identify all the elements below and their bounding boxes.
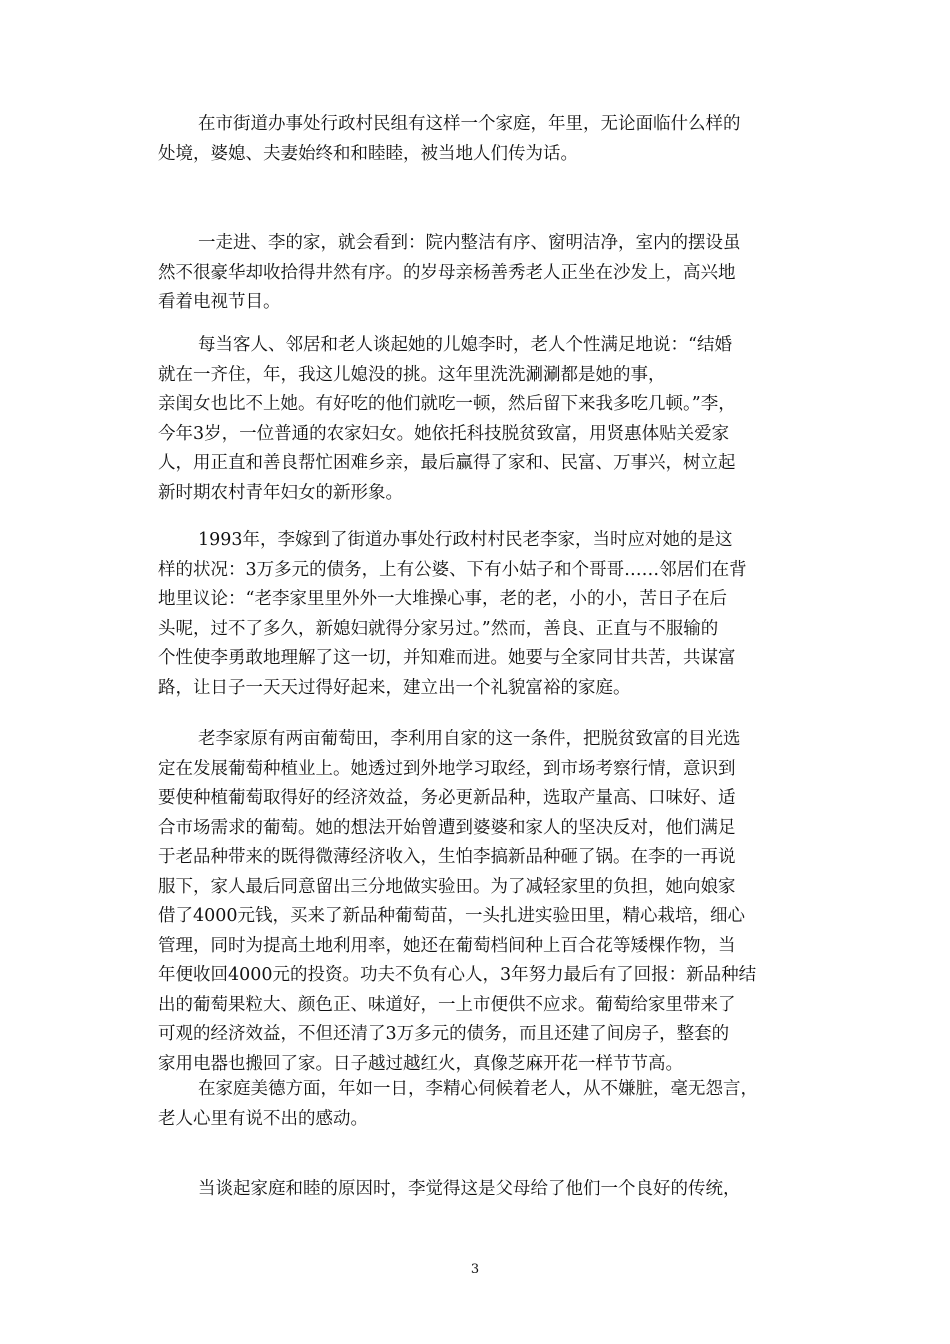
text-line: 处境，婆媳、夫妻始终和和睦睦，被当地人们传为话。	[158, 143, 578, 164]
text-line: 新时期农村青年妇女的新形象。	[158, 482, 403, 503]
text-line: 家用电器也搬回了家。日子越过越红火，真像芝麻开花一样节节高。	[158, 1053, 683, 1074]
paragraph-7	[158, 1175, 798, 1205]
text-line: 然不很豪华却收拾得井然有序。的岁母亲杨善秀老人正坐在沙发上，高兴地	[158, 262, 736, 283]
text-line: 合市场需求的葡萄。她的想法开始曾遭到婆婆和家人的坚决反对，他们满足	[158, 817, 736, 838]
paragraph-4	[158, 526, 798, 703]
text-line: 年便收回4000元的投资。功夫不负有心人，3年努力最后有了回报：新品种结	[158, 965, 757, 985]
text-line: 老李家原有两亩葡萄田，李利用自家的这一条件，把脱贫致富的目光选	[198, 729, 741, 749]
text-line: 当谈起家庭和睦的原因时，李觉得这是父母给了他们一个良好的传统，	[198, 1179, 741, 1199]
paragraph-5	[158, 725, 798, 1079]
paragraph-2	[158, 229, 798, 318]
text-line: 1993年，李嫁到了街道办事处行政村村民老李家，当时应对她的是这	[198, 530, 733, 550]
paragraph-6	[158, 1075, 798, 1134]
text-line: 每当客人、邻居和老人谈起她的儿媳李时，老人个性满足地说：“结婚	[198, 335, 732, 355]
text-line: 可观的经济效益，不但还清了3万多元的债务，而且还建了间房子，整套的	[158, 1024, 730, 1044]
text-line: 在家庭美德方面，年如一日，李精心伺候着老人，从不嫌脏，毫无怨言，	[198, 1079, 758, 1099]
text-line: 老人心里有说不出的感动。	[158, 1108, 368, 1129]
text-line: 今年3岁，一位普通的农家妇女。她依托科技脱贫致富，用贤惠体贴关爱家	[158, 423, 730, 444]
text-line: 出的葡萄果粒大、颜色正、味道好，一上市便供不应求。葡萄给家里带来了	[158, 994, 736, 1015]
text-line: 看着电视节目。	[158, 292, 281, 312]
text-line: 人，用正直和善良帮忙困难乡亲，最后赢得了家和、民富、万事兴，树立起	[158, 453, 736, 473]
text-line: 在市街道办事处行政村民组有这样一个家庭，年里，无论面临什么样的	[198, 114, 741, 134]
text-line: 定在发展葡萄种植业上。她透过到外地学习取经，到市场考察行情，意识到	[158, 758, 736, 779]
text-line: 服下，家人最后同意留出三分地做实验田。为了减轻家里的负担，她向娘家	[158, 876, 736, 897]
text-line: 路，让日子一天天过得好起来，建立出一个礼貌富裕的家庭。	[158, 677, 631, 698]
text-line: 就在一齐住，年，我这儿媳没的挑。这年里洗洗涮涮都是她的事，	[158, 364, 666, 385]
text-line: 借了4000元钱，买来了新品种葡萄苗，一头扎进实验田里，精心栽培，细心	[158, 906, 746, 926]
text-line: 地里议论：“老李家里里外外一大堆操心事，老的老，小的小，苦日子在后	[158, 589, 727, 609]
paragraph-3	[158, 331, 798, 508]
text-line: 要使种植葡萄取得好的经济效益，务必更新品种，选取产量高、口味好、适	[158, 788, 736, 808]
paragraph-1	[158, 110, 798, 169]
text-line: 样的状况：3万多元的债务，上有公婆、下有小姑子和个哥哥……邻居们在背	[158, 559, 747, 580]
page-number: 3	[470, 1262, 480, 1277]
text-line: 管理，同时为提高土地利用率，她还在葡萄档间种上百合花等矮棵作物，当	[158, 935, 736, 956]
text-line: 个性使李勇敢地理解了这一切，并知难而进。她要与全家同甘共苦，共谋富	[158, 648, 736, 668]
text-line: 于老品种带来的既得微薄经济收入，生怕李搞新品种砸了锅。在李的一再说	[158, 847, 736, 867]
text-line: 亲闺女也比不上她。有好吃的他们就吃一顿，然后留下来我多吃几顿。”李，	[158, 394, 736, 414]
text-line: 头呢，过不了多久，新媳妇就得分家另过。”然而，善良、正直与不服输的	[158, 618, 719, 639]
text-line: 一走进、李的家，就会看到：院内整洁有序、窗明洁净，室内的摆设虽	[198, 233, 741, 253]
